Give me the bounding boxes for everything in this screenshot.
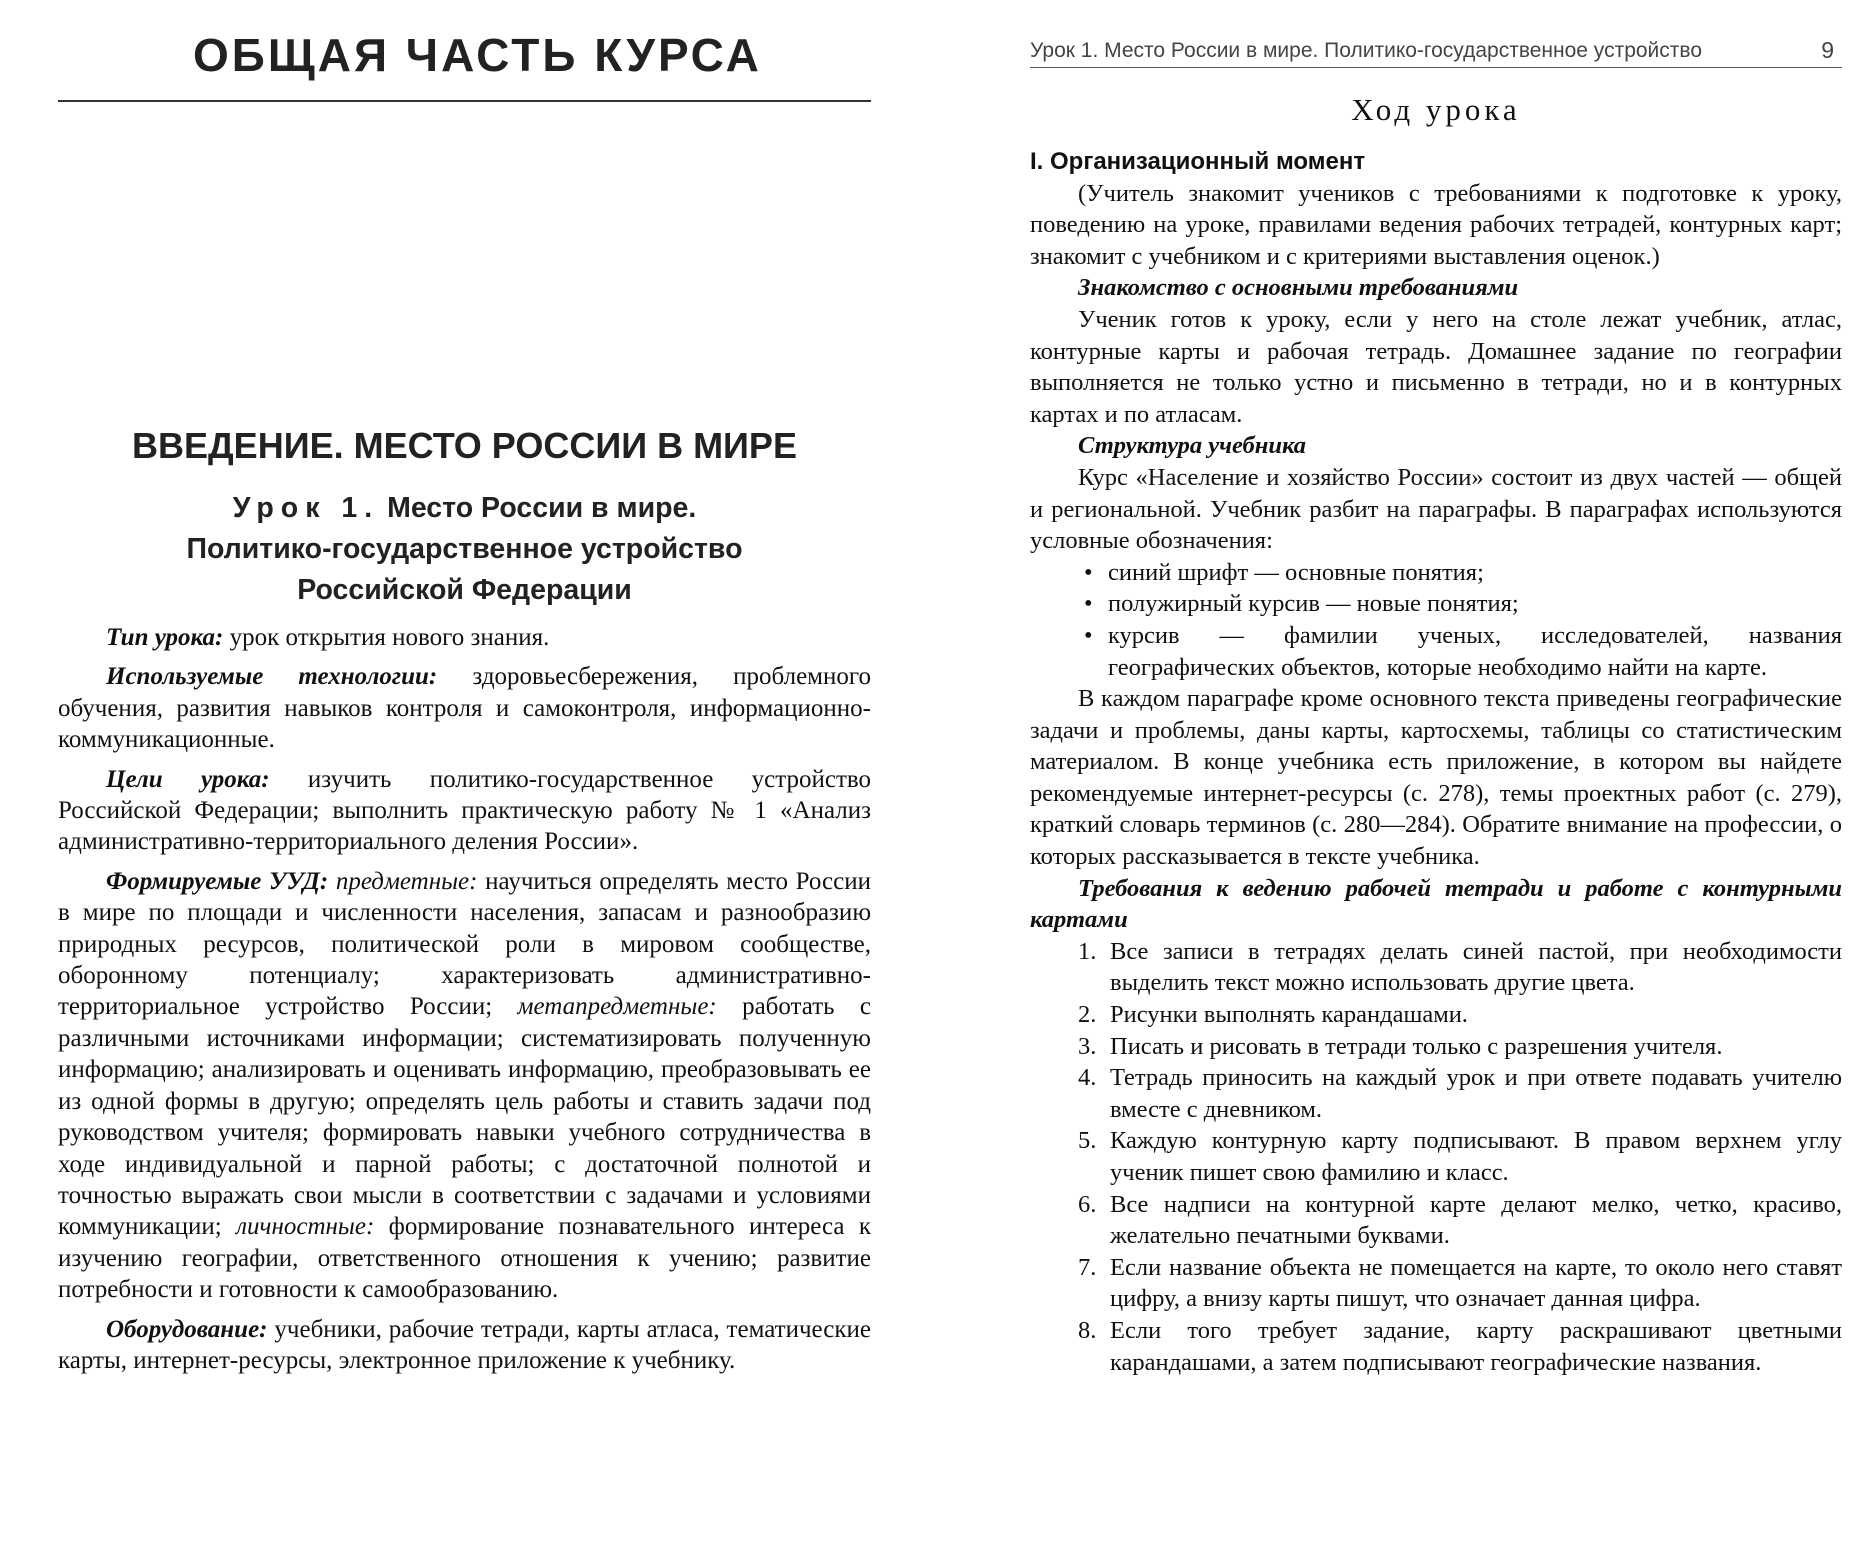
- lesson-goals-text: изучить политико-государственное устройство Российской Федерации; выполнить практическую работу № 1 «Анализ административно-территориального деления России».: [58, 765, 871, 856]
- uud: [58, 866, 871, 1306]
- rule-item: [1078, 999, 1842, 1031]
- rule-number: 6.: [1078, 1190, 1097, 1218]
- rule-number: 3.: [1078, 1032, 1097, 1060]
- rules-list: [1030, 936, 1842, 1378]
- list-item: • синий шрифт — основные понятия;: [1084, 557, 1842, 589]
- rule-number: 5.: [1078, 1127, 1097, 1155]
- rule-item: [1078, 1125, 1842, 1188]
- right-body: [1030, 146, 1842, 1378]
- lesson-goals-label: Цели урока:: [106, 765, 270, 793]
- rule-text: Писать и рисовать в тетради только с разрешения учителя.: [1110, 1032, 1723, 1060]
- uud-meta-label: метапредметные:: [492, 993, 717, 1021]
- rule-item: [1078, 1031, 1842, 1063]
- lesson-type-text: урок открытия нового знания.: [223, 624, 550, 651]
- subheading-textbook-structure: Структура учебника: [1078, 432, 1307, 460]
- rule-text: Рисунки выполнять карандашами.: [1110, 1001, 1468, 1029]
- equipment-text: учебники, рабочие тетради, карты атласа, тематические карты, интернет-ресурсы, электронное приложение к учебнику.: [58, 1315, 871, 1374]
- page-number: 9: [1821, 37, 1834, 63]
- rule-item: [1078, 1252, 1842, 1315]
- lesson-goals: [58, 764, 871, 858]
- technologies-text: здоровьесбережения, проблемного обучения, развития навыков контроля и самоконтроля, информационно-коммуникационные.: [58, 663, 871, 754]
- lesson-title-text1: Место России в мире.: [379, 492, 697, 524]
- requirements-paragraph: Ученик готов к уроку, если у него на столе лежат учебник, атлас, контурные карты и рабочая тетрадь. Домашнее задание по географии выполняется не только устно и письменно в тетради, но и в контурных картах и по атласам.: [1030, 305, 1842, 428]
- lesson-title-line2: Политико-государственное устройство: [186, 533, 743, 565]
- running-head-text: Урок 1. Место России в мире. Политико-государственное устройство: [1030, 39, 1702, 62]
- rule-item: [1078, 1062, 1842, 1125]
- lesson-type-label: Тип урока:: [106, 624, 224, 651]
- rule-text: Все записи в тетрадях делать синей пастой, при необходимости выделить текст можно использовать другие цвета.: [1110, 937, 1842, 997]
- technologies: [58, 661, 871, 755]
- running-head: [1030, 39, 1842, 63]
- lesson-progress-title: Ход урока: [1351, 92, 1521, 127]
- rule-number: 1.: [1078, 937, 1097, 965]
- intro-paragraph: (Учитель знакомит учеников с требованиями к подготовке к уроку, поведению на уроке, правилами ведения рабочих тетрадей, контурных карт; знакомит с учебником и с критериями выставления оценок.): [1030, 179, 1842, 270]
- section-heading: I. Организационный момент: [1030, 148, 1366, 175]
- equipment-label: Оборудование:: [106, 1315, 268, 1343]
- uud-personal-text: формирование познавательного интереса к изучению географии, ответственного отношения к учению; развитие потребности и готовности к самообразованию.: [58, 1213, 871, 1304]
- technologies-label: Используемые технологии:: [106, 663, 438, 691]
- list-item: • курсив — фамилии ученых, исследователей, названия географических объектов, которые необходимо найти на карте.: [1084, 620, 1842, 683]
- rule-text: Все надписи на контурной карте делают мелко, четко, красиво, желательно печатными буквами.: [1110, 1190, 1842, 1250]
- uud-meta-text: работать с различными источниками информации; систематизировать полученную информацию; анализировать и оценивать информацию, преобразовывать ее из одной формы в другую; определять цель работы и ставить задачи под руководством учителя; формировать навыки учебного сотрудничества в ходе индивидуальной и парной работы; с достаточной полнотой и точностью выражать свои мысли в соответствии с задачами и условиями коммуникации;: [58, 993, 871, 1241]
- course-title: ОБЩАЯ ЧАСТЬ КУРСА: [193, 29, 762, 81]
- lesson-prefix: Урок 1.: [232, 492, 380, 524]
- rule-item: [1078, 1189, 1842, 1252]
- running-head-rule: [1030, 67, 1842, 68]
- equipment: [58, 1314, 871, 1377]
- rule-item: [1078, 1315, 1842, 1378]
- title-rule: [58, 100, 871, 102]
- appendix-paragraph: В каждом параграфе кроме основного текста приведены географические задачи и проблемы, даны карты, картосхемы, таблицы со статистическим материалом. В конце учебника есть приложение, в котором вы найдете рекомендуемые интернет-ресурсы (с. 278), темы проектных работ (с. 279), краткий словарь терминов (с. 280—284). Обратите внимание на профессии, о которых рассказывается в тексте учебника.: [1030, 685, 1842, 871]
- uud-subject-label: предметные:: [328, 867, 478, 895]
- subheading-requirements: Знакомство с основными требованиями: [1078, 274, 1519, 302]
- lesson-title-line3: Российской Федерации: [297, 574, 632, 606]
- uud-subject-text: научиться определять место России в мире по площади и численности населения, запасам и разнообразию природных ресурсов, политической роли в мировом сообществе, оборонному потенциалу; характеризовать административно-территориальное устройство России;: [58, 867, 871, 1021]
- rule-number: 7.: [1078, 1253, 1097, 1281]
- uud-label: Формируемые УУД:: [106, 867, 329, 895]
- lesson-title-line1: [58, 488, 871, 529]
- rule-text: Тетрадь приносить на каждый урок и при ответе подавать учителю вместе с дневником.: [1110, 1064, 1842, 1123]
- rule-number: 4.: [1078, 1064, 1097, 1092]
- subheading-notebook-rules: Требования к ведению рабочей тетради и работе с контурными картами: [1030, 874, 1842, 934]
- lesson-info: [58, 622, 871, 1384]
- rule-text: Если того требует задание, карту раскрашивают цветными карандашами, а затем подписывают географические названия.: [1110, 1316, 1842, 1376]
- rule-text: Каждую контурную карту подписывают. В правом верхнем углу ученик пишет свою фамилию и класс.: [1110, 1127, 1842, 1186]
- uud-personal-label: личностные:: [221, 1213, 375, 1241]
- legend-list: [1030, 557, 1842, 683]
- rule-number: 2.: [1078, 1001, 1097, 1029]
- rule-text: Если название объекта не помещается на карте, то около него ставят цифру, а внизу карты пишут, что означает данная цифра.: [1110, 1253, 1842, 1313]
- list-item: • полужирный курсив — новые понятия;: [1084, 588, 1842, 620]
- rule-number: 8.: [1078, 1316, 1097, 1344]
- lesson-title: [58, 488, 871, 611]
- rule-item: [1078, 936, 1842, 999]
- section-title: ВВЕДЕНИЕ. МЕСТО РОССИИ В МИРЕ: [132, 425, 797, 466]
- lesson-type: [58, 622, 871, 653]
- structure-paragraph: Курс «Население и хозяйство России» состоит из двух частей — общей и региональной. Учебник разбит на параграфы. В параграфах используются условные обозначения:: [1030, 463, 1842, 555]
